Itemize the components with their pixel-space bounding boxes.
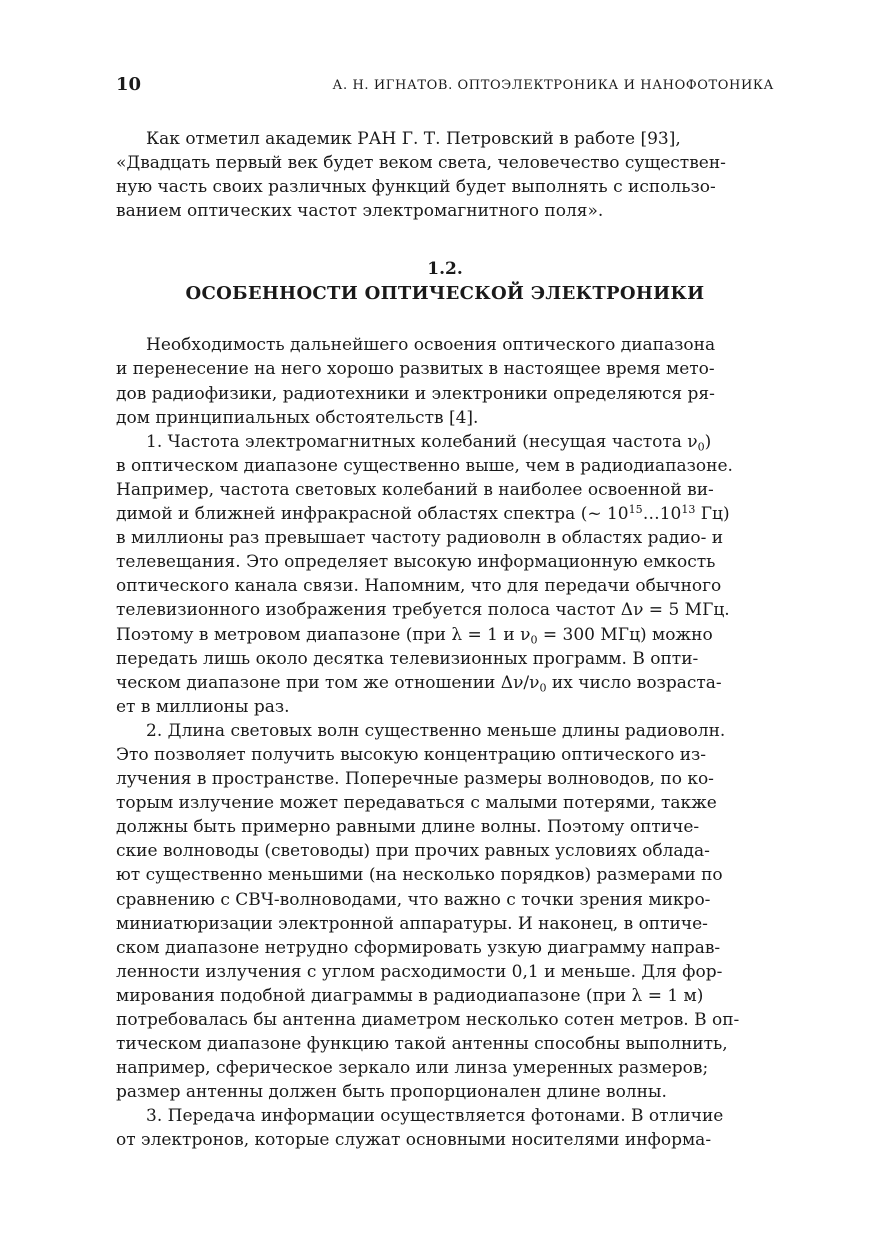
section-number: 1.2. (427, 259, 463, 280)
text-line: оптического канала связи. Напомним, что для передачи обычного (116, 576, 722, 597)
text-line: дов радиофизики, радиотехники и электроники определяются ря- (116, 383, 715, 404)
superscript: 15 (628, 502, 643, 516)
subscript: 0 (530, 632, 538, 646)
text-line: Это позволяет получить высокую концентрацию оптического из- (116, 744, 707, 765)
text-line: сравнению с СВЧ-волноводами, что важно с точки зрения микро- (116, 889, 711, 910)
text-line (116, 671, 774, 695)
text-span: Поэтому в метровом диапазоне (при λ = 1 и ν (116, 624, 531, 645)
text-line: передать лишь около десятка телевизионных программ. В опти- (116, 648, 699, 669)
text-line: размер антенны должен быть пропорционален длине волны. (116, 1082, 667, 1103)
page-body (116, 127, 774, 1153)
text-line: телевизионного изображения требуется полоса частот Δν = 5 МГц. (116, 600, 730, 621)
text-span: ческом диапазоне при том же отношении Δν/ν (116, 672, 540, 693)
text-line: ские волноводы (световоды) при прочих равных условиях облада- (116, 841, 710, 862)
text-span: …10 (642, 504, 682, 525)
text-span: 1. Частота электромагнитных колебаний (несущая частота ν (146, 431, 698, 452)
text-line: Например, частота световых колебаний в наиболее освоенной ви- (116, 479, 714, 500)
text-line: ванием оптических частот электромагнитного поля». (116, 201, 604, 222)
paragraph-2 (116, 430, 774, 719)
page-number: 10 (116, 74, 142, 95)
text-line: 3. Передача информации осуществляется фотонами. В отличие (146, 1106, 724, 1127)
intro-paragraph (116, 127, 774, 223)
text-line: например, сферическое зеркало или линза умеренных размеров; (116, 1058, 709, 1079)
subscript: 0 (697, 440, 705, 454)
text-line: мирования подобной диаграммы в радиодиапазоне (при λ = 1 м) (116, 985, 704, 1006)
text-line: в оптическом диапазоне существенно выше, чем в радиодиапазоне. (116, 455, 733, 476)
text-line: лучения в пространстве. Поперечные размеры волноводов, по ко- (116, 769, 714, 790)
paragraph-4 (116, 1104, 774, 1152)
text-line: в миллионы раз превышает частоту радиоволн в областях радио- и (116, 528, 724, 549)
running-head: А. Н. ИГНАТОВ. ОПТОЭЛЕКТРОНИКА И НАНОФОТОНИКА (332, 78, 774, 93)
text-span: Гц) (695, 504, 730, 525)
text-span: ) (704, 431, 712, 452)
text-line (116, 502, 774, 526)
text-line: ском диапазоне нетрудно сформировать узкую диаграмму направ- (116, 937, 721, 958)
page-header (116, 74, 774, 98)
text-line: Необходимость дальнейшего освоения оптического диапазона (146, 335, 716, 356)
text-line: тическом диапазоне функцию такой антенны способны выполнить, (116, 1034, 728, 1055)
text-line: торым излучение может передаваться с малыми потерями, также (116, 793, 717, 814)
text-line: «Двадцать первый век будет веком света, человечество существен- (116, 153, 726, 174)
text-line: Как отметил академик РАН Г. Т. Петровский в работе [93], (146, 129, 681, 149)
text-line: дом принципиальных обстоятельств [4]. (116, 407, 479, 428)
text-line: потребовалась бы антенна диаметром несколько сотен метров. В оп- (116, 1010, 740, 1030)
section-title: ОСОБЕННОСТИ ОПТИЧЕСКОЙ ЭЛЕКТРОНИКИ (185, 283, 705, 305)
text-span: димой и ближней инфракрасной областях спектра (~ 10 (116, 504, 629, 525)
text-line: ленности излучения с углом расходимости 0,1 и меньше. Для фор- (116, 961, 723, 982)
text-line: и перенесение на него хорошо развитых в настоящее время мето- (116, 359, 715, 380)
text-line: должны быть примерно равными длине волны. Поэтому оптиче- (116, 817, 700, 838)
text-line: от электронов, которые служат основными носителями информа- (116, 1130, 712, 1151)
text-line: миниатюризации электронной аппаратуры. И наконец, в оптиче- (116, 913, 708, 934)
text-line: 2. Длина световых волн существенно меньше длины радиоволн. (146, 720, 726, 741)
paragraph-1 (116, 333, 774, 429)
text-line: ную часть своих различных функций будет выполнять с использо- (116, 177, 716, 198)
text-line: телевещания. Это определяет высокую информационную емкость (116, 552, 716, 573)
paragraph-3 (116, 719, 774, 1105)
text-line: ет в миллионы раз. (116, 696, 290, 717)
superscript: 13 (681, 502, 696, 516)
subscript: 0 (539, 681, 547, 694)
text-line (116, 623, 774, 647)
text-span: = 300 МГц) можно (537, 624, 713, 645)
text-line: ют существенно меньшими (на несколько порядков) размерами по (116, 865, 723, 886)
text-span: их число возраста- (546, 672, 722, 693)
text-line (116, 430, 774, 454)
